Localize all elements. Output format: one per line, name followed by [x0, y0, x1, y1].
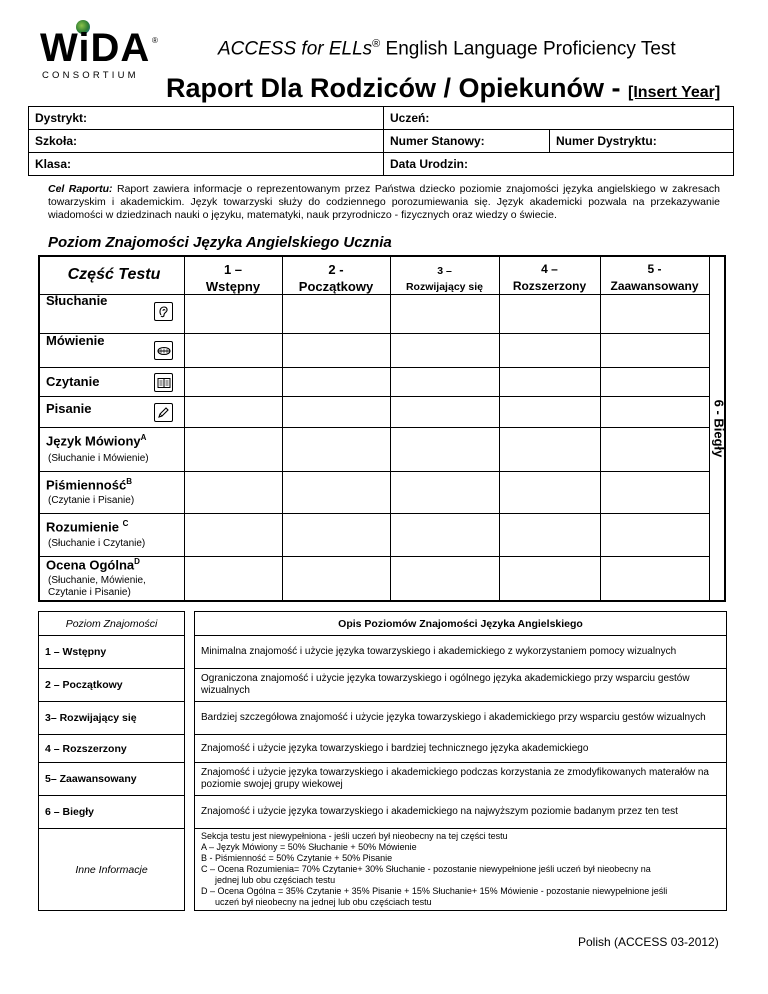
row-overall: Ocena Ogólna$^D$ [46, 557, 140, 573]
proficiency-grid [38, 255, 726, 602]
row-writing: Pisanie [46, 401, 92, 416]
levels-header-level: Poziom Znajomości [39, 612, 185, 636]
other-info-label: Inne Informacje [39, 829, 185, 911]
other-info-notes: Sekcja testu jest niewypełniona - jeśli uczeń był nieobecny na tej części testu A – Język Mówiony = 50% Słuchanie + 50% Mówienie B - Piśmienność = 50% Czytanie + 50% Pisanie C – Ocena Rozumienia= 70% Czytanie+ 30% Słuchanie - pozostanie niewypełnione jeśli uczeń był nieobecny na jednej lub obu częściach testu D – Ocena Ogólna = 35% Czytanie + 35% Pisanie + 15% Słuchanie+ 15% Mówienie - pozostanie niewypełnione jeśli uczeń był nieobecny na jednej lub obu częściach testu [195, 829, 727, 911]
report-purpose: Cel Raportu: Raport zawiera informacje o reprezentowanym przez Państwa dziecko poziomie znajomości języka angielskiego w zakresach towarzyskim i akademickim. Język towarzyski służy do codziennego porozumiewania się. Język akademicki pozwala na przekazywanie wiadomości w dziedzinach nauki o języku, matematyki, nauk przyrodniczo - fizycznych oraz wiedzy o świecie. [48, 183, 721, 221]
logo-registered: ® [152, 36, 158, 45]
row-oral-sub: (Słuchanie i Mówienie) [48, 453, 149, 464]
year-placeholder: [Insert Year] [628, 84, 721, 101]
level-row-label: 2 – Początkowy [39, 669, 185, 702]
section-title: Poziom Znajomości Języka Angielskiego Ucznia [48, 234, 392, 251]
level-row-desc: Znajomość i użycie języka towarzyskiego i akademickiego na najwyższym poziomie badanym przez ten test [195, 796, 727, 829]
row-listening: Słuchanie [46, 293, 108, 308]
level-row-label: 4 – Rozszerzony [39, 735, 185, 763]
logo-wordmark: WiDA [40, 26, 151, 70]
level-3-header: 3 – Rozwijający się [405, 265, 484, 293]
form-footer: Polish (ACCESS 03-2012) [578, 935, 719, 949]
grade-field: Klasa: [29, 153, 384, 176]
row-literacy-sub: (Czytanie i Pisanie) [48, 495, 135, 506]
level-2-header: 2 - Początkowy [298, 262, 374, 294]
row-literacy: Piśmienność$^B$ [46, 477, 132, 493]
level-5-header: 5 - Zaawansowany [610, 262, 699, 293]
row-reading: Czytanie [46, 374, 100, 389]
level-row-desc: Znajomość i użycie języka towarzyskiego i bardziej technicznego języka akademickiego [195, 735, 727, 763]
test-part-header: Część Testu [67, 265, 161, 283]
level-6-label: 6 - Biegły [711, 399, 727, 458]
level-row-desc: Znajomość i użycie języka towarzyskiego i akademickiego podczas korzystania ze zmodyfikowanych materałów na poziomie swojej grupy wiekowej [195, 763, 727, 796]
birth-date-field: Data Urodzin: [384, 153, 734, 176]
level-4-header: 4 – Rozszerzony [512, 262, 587, 293]
school-field: Szkoła: [29, 130, 384, 153]
level-6-column [709, 257, 726, 600]
student-info-table [28, 106, 734, 176]
level-1-header: 1 – Wstępny [205, 262, 261, 294]
row-oral-language: Język Mówiony$^A$ [46, 433, 147, 449]
row-comprehension: Rozumienie $^C$ [46, 519, 129, 535]
district-field: Dystrykt: [29, 107, 384, 130]
row-speaking: Mówienie [46, 333, 105, 348]
level-row-label: 3– Rozwijający się [39, 702, 185, 735]
book-icon [154, 373, 173, 392]
level-row-desc: Ograniczona znajomość i użycie języka towarzyskiego i ogólnego języka akademickiego przy wsparciu gestów wizualnych [195, 669, 727, 702]
ear-icon [154, 302, 173, 321]
level-row-label: 1 – Wstępny [39, 636, 185, 669]
levels-description-table [38, 611, 727, 911]
test-subtitle: ACCESS for ELLs® English Language Proficiency Test [218, 38, 676, 60]
student-field: Uczeń: [384, 107, 734, 130]
row-comprehension-sub: (Słuchanie i Czytanie) [48, 538, 146, 549]
level-row-label: 6 – Biegły [39, 796, 185, 829]
wida-logo [40, 20, 160, 88]
levels-header-desc: Opis Poziomów Znajomości Języka Angielskiego [195, 612, 727, 636]
mouth-icon [154, 341, 173, 360]
level-row-desc: Minimalna znajomość i użycie języka towarzyskiego i akademickiego z wykorzystaniem pomocy wizualnych [195, 636, 727, 669]
state-number-field: Numer Stanowy: [384, 130, 550, 153]
district-number-field: Numer Dystryktu: [550, 130, 734, 153]
page-title: Raport Dla Rodziców / Opiekunów - [Insert Year] [166, 73, 721, 103]
level-row-label: 5– Zaawansowany [39, 763, 185, 796]
row-overall-sub: (Słuchanie, Mówienie, Czytanie i Pisanie) [48, 575, 146, 598]
logo-consortium: CONSORTIUM [42, 70, 139, 81]
pencil-icon [154, 403, 173, 422]
level-row-desc: Bardziej szczegółowa znajomość i użycie języka towarzyskiego i akademickiego przy wsparciu gestów wizualnych [195, 702, 727, 735]
